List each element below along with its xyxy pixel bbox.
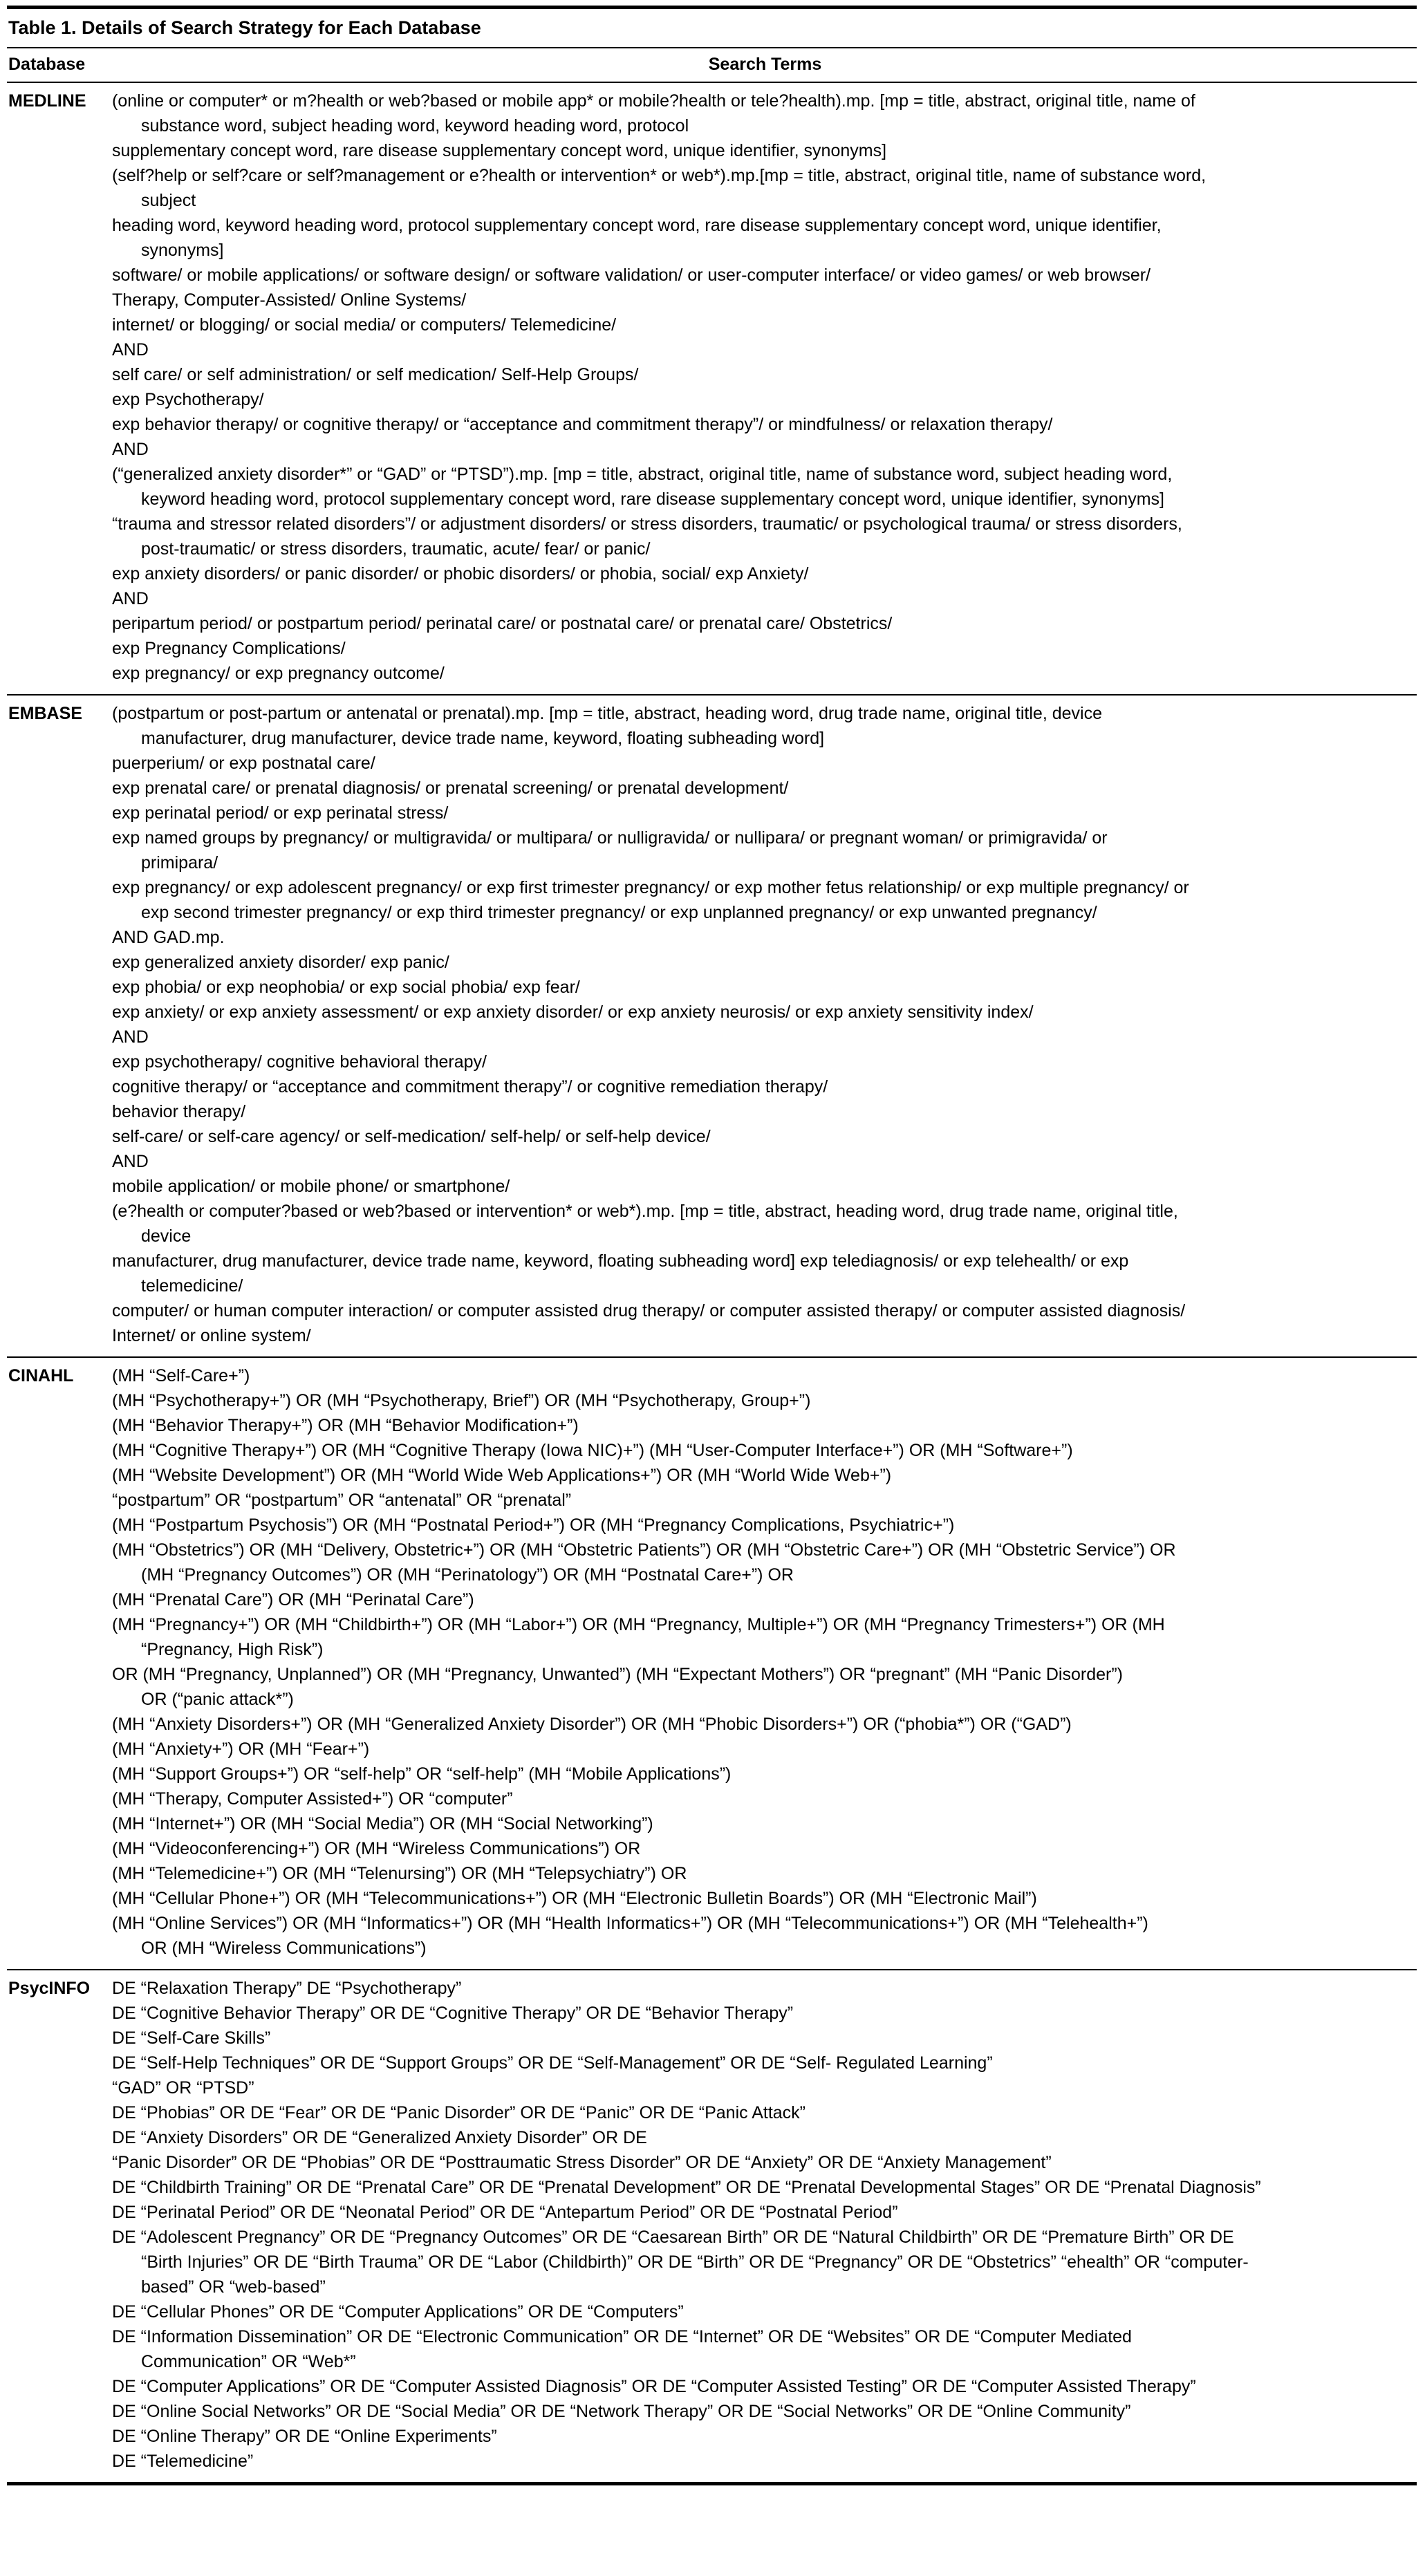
search-term-line: OR (“panic attack*”)	[141, 1690, 294, 1709]
search-term-line: DE “Cognitive Behavior Therapy” OR DE “Cognitive Therapy” OR DE “Behavior Therapy”	[112, 2004, 794, 2023]
search-term-line: telemedicine/	[141, 1276, 243, 1296]
search-term-line: (MH “Online Services”) OR (MH “Informatics+”) OR (MH “Health Informatics+”) OR (MH “Telecommunications+”) OR (MH “Telehealth+”)	[112, 1914, 1148, 1933]
search-term-line: cognitive therapy/ or “acceptance and commitment therapy”/ or cognitive remediation therapy/	[112, 1077, 828, 1096]
search-term-line: (MH “Postpartum Psychosis”) OR (MH “Postnatal Period+”) OR (MH “Pregnancy Complications, Psychiatric+”)	[112, 1515, 955, 1535]
search-term-line: Communication” OR “Web*”	[141, 2352, 356, 2371]
search-term-line: (e?health or computer?based or web?based or intervention* or web*).mp. [mp = title, abstract, heading word, drug trade name, original title,	[112, 1202, 1178, 1221]
search-term-line: DE “Online Social Networks” OR DE “Social Media” OR DE “Network Therapy” OR DE “Social Networks” OR DE “Online Community”	[112, 2402, 1131, 2421]
column-header-search-terms: Search Terms	[112, 48, 1417, 82]
search-term-line: manufacturer, drug manufacturer, device trade name, keyword, floating subheading word]	[141, 729, 825, 748]
search-term-line: (online or computer* or m?health or web?based or mobile app* or mobile?health or tele?health).mp. [mp = title, abstract, original title, name of	[112, 91, 1195, 111]
search-term-line: (MH “Telemedicine+”) OR (MH “Telenursing”) OR (MH “Telepsychiatry”) OR	[112, 1864, 687, 1883]
search-term-line: DE “Telemedicine”	[112, 2452, 254, 2471]
search-term-line: “postpartum” OR “postpartum” OR “antenatal” OR “prenatal”	[112, 1491, 572, 1510]
search-term-line: exp perinatal period/ or exp perinatal stress/	[112, 803, 449, 823]
table-title: Table 1. Details of Search Strategy for Each Database	[7, 6, 1417, 48]
search-term-line: DE “Computer Applications” OR DE “Computer Assisted Diagnosis” OR DE “Computer Assisted Testing” OR DE “Computer Assisted Therapy”	[112, 2377, 1196, 2396]
database-name: EMBASE	[8, 704, 82, 723]
search-term-line: “Birth Injuries” OR DE “Birth Trauma” OR DE “Labor (Childbirth)” OR DE “Birth” OR DE “Pregnancy” OR DE “Obstetrics” “ehealth” OR “computer-	[141, 2252, 1249, 2272]
search-term-line: (MH “Internet+”) OR (MH “Social Media”) OR (MH “Social Networking”)	[112, 1814, 653, 1833]
search-term-line: exp second trimester pregnancy/ or exp third trimester pregnancy/ or exp unplanned pregnancy/ or exp unwanted pregnancy/	[141, 903, 1097, 922]
search-term-line: exp anxiety/ or exp anxiety assessment/ or exp anxiety disorder/ or exp anxiety neurosis/ or exp anxiety sensitivity index/	[112, 1002, 1034, 1022]
search-term-line: substance word, subject heading word, keyword heading word, protocol	[141, 116, 689, 136]
search-term-line: (MH “Anxiety Disorders+”) OR (MH “Generalized Anxiety Disorder”) OR (MH “Phobic Disorders+”) OR (“phobia*”) OR (“GAD”)	[112, 1715, 1072, 1734]
search-term-line: exp anxiety disorders/ or panic disorder/ or phobic disorders/ or phobia, social/ exp Anxiety/	[112, 564, 809, 584]
table-row-psycinfo	[7, 1970, 1417, 2484]
search-term-line: “GAD” OR “PTSD”	[112, 2078, 254, 2098]
search-term-line: (MH “Website Development”) OR (MH “World Wide Web Applications+”) OR (MH “World Wide Web+”)	[112, 1466, 892, 1485]
search-term-line: DE “Perinatal Period” OR DE “Neonatal Period” OR DE “Antepartum Period” OR DE “Postnatal Period”	[112, 2203, 898, 2222]
search-term-line: (MH “Prenatal Care”) OR (MH “Perinatal Care”)	[112, 1590, 474, 1609]
search-term-line: (MH “Obstetrics”) OR (MH “Delivery, Obstetric+”) OR (MH “Obstetric Patients”) OR (MH “Obstetric Care+”) OR (MH “Obstetric Service”) OR	[112, 1540, 1176, 1560]
search-term-line: DE “Relaxation Therapy” DE “Psychotherapy”	[112, 1979, 462, 1998]
search-term-line: puerperium/ or exp postnatal care/	[112, 754, 375, 773]
search-term-line: exp psychotherapy/ cognitive behavioral therapy/	[112, 1052, 487, 1072]
search-term-line: DE “Cellular Phones” OR DE “Computer Applications” OR DE “Computers”	[112, 2302, 684, 2322]
search-term-line: post-traumatic/ or stress disorders, traumatic, acute/ fear/ or panic/	[141, 539, 651, 559]
search-term-line: (MH “Cellular Phone+”) OR (MH “Telecommunications+”) OR (MH “Electronic Bulletin Boards”) OR (MH “Electronic Mail”)	[112, 1889, 1037, 1908]
search-term-line: self-care/ or self-care agency/ or self-medication/ self-help/ or self-help device/	[112, 1127, 711, 1146]
search-term-line: exp pregnancy/ or exp adolescent pregnancy/ or exp first trimester pregnancy/ or exp mother fetus relationship/ or exp multiple pregnancy/ or	[112, 878, 1189, 897]
search-term-line: AND GAD.mp.	[112, 928, 225, 947]
search-term-line: (MH “Therapy, Computer Assisted+”) OR “computer”	[112, 1789, 513, 1809]
search-term-line: AND	[112, 589, 149, 608]
search-term-line: mobile application/ or mobile phone/ or smartphone/	[112, 1177, 510, 1196]
search-term-line: DE “Self-Care Skills”	[112, 2028, 271, 2048]
search-term-line: Therapy, Computer-Assisted/ Online Systems/	[112, 290, 467, 310]
search-term-line: AND	[112, 340, 149, 360]
search-term-line: exp phobia/ or exp neophobia/ or exp social phobia/ exp fear/	[112, 978, 580, 997]
search-term-line: based” OR “web-based”	[141, 2277, 326, 2297]
database-name: MEDLINE	[8, 91, 86, 111]
search-term-line: OR (MH “Pregnancy, Unplanned”) OR (MH “Pregnancy, Unwanted”) (MH “Expectant Mothers”) OR “pregnant” (MH “Panic Disorder”)	[112, 1665, 1123, 1684]
search-term-line: primipara/	[141, 853, 218, 872]
search-term-line: OR (MH “Wireless Communications”)	[141, 1939, 427, 1958]
search-term-line: self care/ or self administration/ or self medication/ Self-Help Groups/	[112, 365, 639, 384]
table-row-medline	[7, 82, 1417, 695]
search-term-line: (self?help or self?care or self?management or e?health or intervention* or web*).mp.[mp = title, abstract, original title, name of substance word,	[112, 166, 1207, 185]
search-terms-cell	[112, 695, 1417, 1357]
search-term-line: exp Pregnancy Complications/	[112, 639, 346, 658]
search-term-line: Internet/ or online system/	[112, 1326, 311, 1345]
search-term-line: “Pregnancy, High Risk”)	[141, 1640, 324, 1659]
search-term-line: DE “Information Dissemination” OR DE “Electronic Communication” OR DE “Internet” OR DE “Websites” OR DE “Computer Mediated	[112, 2327, 1132, 2346]
search-term-line: DE “Online Therapy” OR DE “Online Experiments”	[112, 2427, 497, 2446]
search-term-line: (MH “Behavior Therapy+”) OR (MH “Behavior Modification+”)	[112, 1416, 579, 1435]
column-header-database: Database	[7, 48, 112, 82]
search-term-line: DE “Adolescent Pregnancy” OR DE “Pregnancy Outcomes” OR DE “Caesarean Birth” OR DE “Natural Childbirth” OR DE “Premature Birth” OR DE	[112, 2228, 1234, 2247]
search-term-line: exp generalized anxiety disorder/ exp panic/	[112, 953, 449, 972]
search-term-line: “Panic Disorder” OR DE “Phobias” OR DE “Posttraumatic Stress Disorder” OR DE “Anxiety” OR DE “Anxiety Management”	[112, 2153, 1052, 2172]
search-term-line: peripartum period/ or postpartum period/ perinatal care/ or postnatal care/ or prenatal care/ Obstetrics/	[112, 614, 893, 633]
search-term-line: manufacturer, drug manufacturer, device trade name, keyword, floating subheading word] exp telediagnosis/ or exp telehealth/ or exp	[112, 1251, 1129, 1271]
search-term-line: exp pregnancy/ or exp pregnancy outcome/	[112, 664, 445, 683]
search-term-line: exp Psychotherapy/	[112, 390, 264, 409]
search-term-line: internet/ or blogging/ or social media/ or computers/ Telemedicine/	[112, 315, 617, 335]
search-term-line: exp prenatal care/ or prenatal diagnosis/ or prenatal screening/ or prenatal development/	[112, 778, 789, 798]
database-name: CINAHL	[8, 1366, 74, 1385]
search-term-line: (MH “Support Groups+”) OR “self-help” OR “self-help” (MH “Mobile Applications”)	[112, 1764, 732, 1784]
search-term-line: synonyms]	[141, 241, 224, 260]
search-term-line: subject	[141, 191, 196, 210]
search-term-line: heading word, keyword heading word, protocol supplementary concept word, rare disease supplementary concept word, unique identifier,	[112, 216, 1162, 235]
search-term-line: DE “Self-Help Techniques” OR DE “Support Groups” OR DE “Self-Management” OR DE “Self- Regulated Learning”	[112, 2053, 993, 2073]
search-terms-cell	[112, 1357, 1417, 1970]
search-term-line: “trauma and stressor related disorders”/ or adjustment disorders/ or stress disorders, traumatic/ or psychological trauma/ or stress disorders,	[112, 514, 1182, 534]
search-term-line: (“generalized anxiety disorder*” or “GAD” or “PTSD”).mp. [mp = title, abstract, original title, name of substance word, subject heading word,	[112, 465, 1173, 484]
table-body	[7, 82, 1417, 2484]
search-term-line: (MH “Pregnancy Outcomes”) OR (MH “Perinatology”) OR (MH “Postnatal Care+”) OR	[141, 1565, 794, 1585]
database-name: PsycINFO	[8, 1979, 91, 1998]
search-term-line: (MH “Psychotherapy+”) OR (MH “Psychotherapy, Brief”) OR (MH “Psychotherapy, Group+”)	[112, 1391, 811, 1410]
search-term-line: supplementary concept word, rare disease supplementary concept word, unique identifier, synonyms]	[112, 141, 887, 160]
search-term-line: device	[141, 1226, 192, 1246]
search-term-line: behavior therapy/	[112, 1102, 246, 1121]
search-term-line: exp behavior therapy/ or cognitive therapy/ or “acceptance and commitment therapy”/ or mindfulness/ or relaxation therapy/	[112, 415, 1053, 434]
table-row-cinahl	[7, 1357, 1417, 1970]
search-term-line: exp named groups by pregnancy/ or multigravida/ or multipara/ or nulligravida/ or nullipara/ or pregnant woman/ or primigravida/ or	[112, 828, 1108, 848]
header-row	[7, 48, 1417, 82]
search-term-line: (postpartum or post-partum or antenatal or prenatal).mp. [mp = title, abstract, heading word, drug trade name, original title, device	[112, 704, 1102, 723]
table-row-embase	[7, 695, 1417, 1357]
search-term-line: (MH “Anxiety+”) OR (MH “Fear+”)	[112, 1739, 370, 1759]
table-header	[7, 48, 1417, 82]
search-terms-cell	[112, 1970, 1417, 2484]
search-term-line: AND	[112, 1027, 149, 1047]
search-term-line: AND	[112, 1152, 149, 1171]
search-strategy-table	[7, 48, 1417, 2485]
search-term-line: AND	[112, 440, 149, 459]
search-term-line: (MH “Pregnancy+”) OR (MH “Childbirth+”) OR (MH “Labor+”) OR (MH “Pregnancy, Multiple+”) OR (MH “Pregnancy Trimesters+”) OR (MH	[112, 1615, 1165, 1634]
search-term-line: (MH “Cognitive Therapy+”) OR (MH “Cognitive Therapy (Iowa NIC)+”) (MH “User-Computer Interface+”) OR (MH “Software+”)	[112, 1441, 1073, 1460]
search-term-line: computer/ or human computer interaction/ or computer assisted drug therapy/ or computer assisted therapy/ or computer assisted diagnosis/	[112, 1301, 1186, 1320]
search-term-line: DE “Phobias” OR DE “Fear” OR DE “Panic Disorder” OR DE “Panic” OR DE “Panic Attack”	[112, 2103, 806, 2122]
search-term-line: (MH “Videoconferencing+”) OR (MH “Wireless Communications”) OR	[112, 1839, 641, 1858]
search-term-line: DE “Anxiety Disorders” OR DE “Generalized Anxiety Disorder” OR DE	[112, 2128, 647, 2147]
search-terms-cell	[112, 82, 1417, 695]
search-term-line: keyword heading word, protocol supplementary concept word, rare disease supplementary concept word, unique identifier, synonyms]	[141, 489, 1164, 509]
search-term-line: software/ or mobile applications/ or software design/ or software validation/ or user-computer interface/ or video games/ or web browser/	[112, 265, 1151, 285]
search-term-line: DE “Childbirth Training” OR DE “Prenatal Care” OR DE “Prenatal Development” OR DE “Prenatal Developmental Stages” OR DE “Prenatal Diagnosis”	[112, 2178, 1261, 2197]
search-term-line: (MH “Self-Care+”)	[112, 1366, 250, 1385]
